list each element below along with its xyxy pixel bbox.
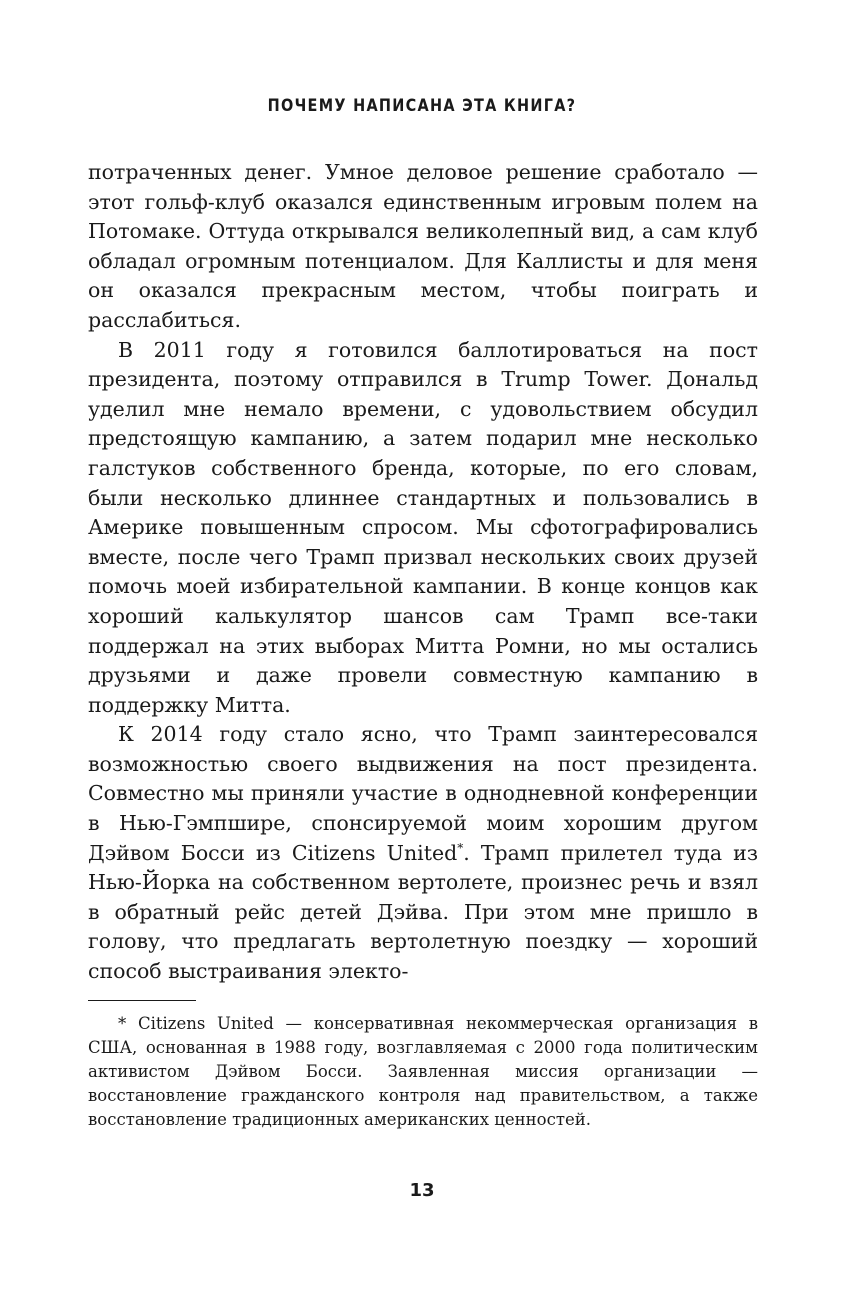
footnote-divider [88, 1000, 196, 1001]
paragraph-3-part-1: К 2014 году стало ясно, что Трамп заинтересовался возможностью своего выдвижения на пост президента. Совместно мы приняли участие в однодневной конференции в Нью-Гэмпшире, спонсируемой моим хорошим другом Дэйвом Босси из Citizens United [88, 722, 758, 865]
page-number: 13 [409, 1180, 435, 1201]
paragraph-1: потраченных денег. Умное деловое решение сработало — этот гольф-клуб оказался единственным игровым полем на Потомаке. Оттуда открывался великолепный вид, а сам клуб обладал огромным потенциалом. Для Каллисты и для меня он оказался прекрасным местом, чтобы поиграть и расслабиться. [88, 160, 758, 332]
paragraph-3-part-2: . Трамп прилетел туда из Нью-Йорка на собственном вертолете, произнес речь и взял в обратный рейс детей Дэйва. При этом мне пришло в голову, что предлагать вертолетную поездку — хороший способ выстраивания электо- [88, 840, 758, 984]
footnote: * Citizens United — консервативная некоммерческая организация в США, основанная в 1988 году, возглавляемая с 2000 года политическим активистом Дэйвом Босси. Заявленная миссия организации — восстановление гражданского контроля над правительством, а также восстановление традиционных американских ценностей. [88, 1014, 758, 1129]
running-header: ПОЧЕМУ НАПИСАНА ЭТА КНИГА? [267, 96, 577, 116]
footnote-marker[interactable]: * [457, 840, 464, 855]
main-text [88, 158, 758, 987]
paragraph-3 [88, 720, 758, 986]
paragraph-2: В 2011 году я готовился баллотироваться на пост президента, поэтому отправился в Trump Tower. Дональд уделил мне немало времени, с удовольствием обсудил предстоящую кампанию, а затем подарил мне несколько галстуков собственного бренда, которые, по его словам, были несколько длиннее стандартных и пользовались в Америке повышенным спросом. Мы сфотографировались вместе, после чего Трамп призвал нескольких своих друзей помочь моей избирательной кампании. В конце концов как хороший калькулятор шансов сам Трамп все-таки поддержал на этих выборах Митта Ромни, но мы остались друзьями и даже провели совместную кампанию в поддержку Митта. [88, 337, 758, 717]
